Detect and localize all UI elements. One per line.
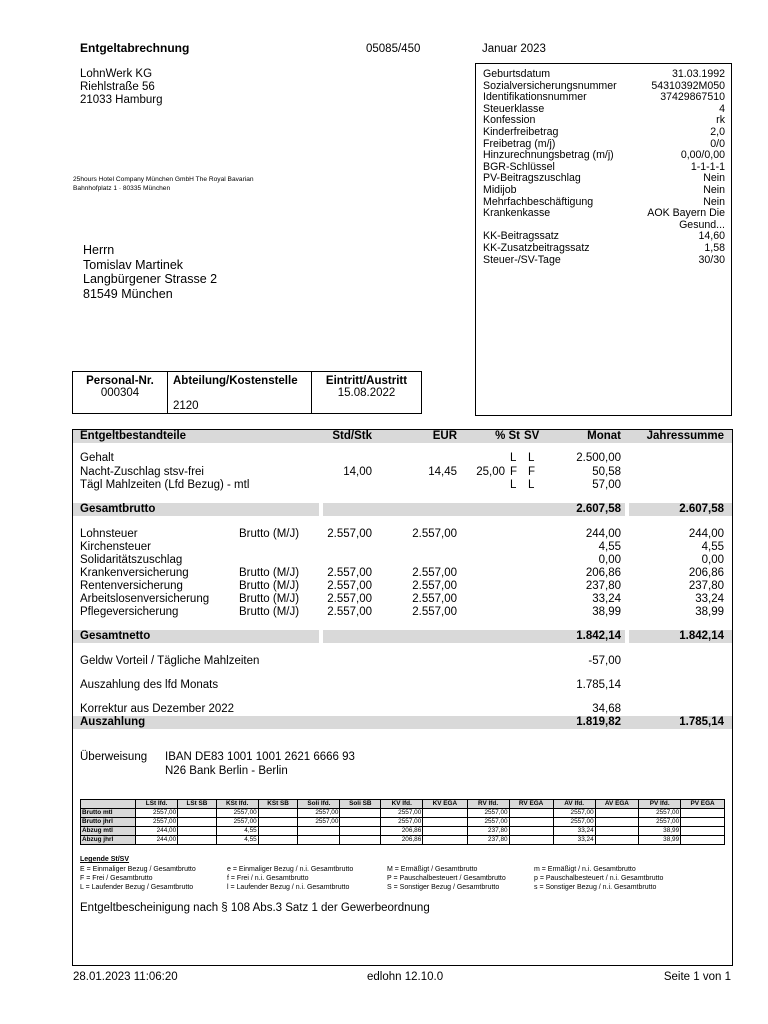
earning-sv: F [528,466,536,478]
department-label: Abteilung/Kostenstelle [173,375,298,387]
deduction-jahr: 4,55 [701,541,724,553]
employer-address [80,68,162,107]
info-row [483,173,725,185]
sv-table-cell: 2557,00 [381,809,423,818]
sv-table-cell [595,818,639,827]
info-row [483,208,725,220]
sv-table-cell [258,836,298,845]
legend-entry: S = Sonstiger Bezug / Gesamtbrutto [387,884,500,891]
info-label: Freibetrag (m/j) [483,137,556,150]
entry-exit-value: 15.08.2022 [337,387,396,399]
sv-table-cell [595,827,639,836]
sv-table-cell [595,836,639,845]
info-label: KK-Beitragssatz [483,230,559,243]
info-value: 2,0 [710,125,725,138]
sv-table-row [81,809,725,818]
sv-table-cell [509,818,553,827]
document-number: 05085/450 [366,43,421,55]
sv-table-cell [423,827,467,836]
auszahlung-jahr: 1.785,14 [679,716,724,728]
sv-summary-table [80,799,725,845]
sv-table-header: LSt SB [178,800,217,809]
auszahlung-monat: 1.819,82 [576,716,621,728]
info-value: 4 [719,102,725,115]
sv-table-cell [509,809,553,818]
earning-monat: 57,00 [592,479,621,491]
sv-table-cell: 2557,00 [136,809,178,818]
sv-table-row-label: Abzug jhrl [81,836,136,845]
earning-name: Nacht-Zuschlag stsv-frei [80,466,204,478]
sv-table-cell: 38,99 [639,836,681,845]
deduction-basis-m: 2.557,00 [327,580,372,592]
deduction-name: Pflegeversicherung [80,606,179,618]
sv-table-cell: 206,86 [381,836,423,845]
sv-table-row [81,818,725,827]
sv-table-cell [340,818,381,827]
info-value: 0,00/0,00 [680,149,725,162]
sv-table-cell [509,836,553,845]
info-value: 54310392M050 [651,79,725,92]
sv-table-header: Soli SB [340,800,381,809]
sv-table-cell: 2557,00 [639,809,681,818]
earning-pct: 25,00 [476,466,505,478]
info-label: Identifikationsnummer [483,91,587,104]
earning-st: L [510,479,517,491]
sender-line-2: Bahnhofplatz 1 · 80335 München [73,185,171,192]
sv-table-cell [340,809,381,818]
info-label: PV-Beitragszuschlag [483,172,581,185]
sv-table-cell: 33,24 [553,827,595,836]
sv-table-header: PV EGA [681,800,725,809]
deduction-monat: 206,86 [585,567,621,579]
info-value: AOK Bayern Die [647,207,725,220]
col-std: Std/Stk [332,430,372,442]
earning-monat: 2.500,00 [576,452,621,464]
department-value: 2120 [173,400,199,412]
deduction-basis-j: 2.557,00 [412,606,457,618]
deduction-basis-j: 2.557,00 [412,580,457,592]
sv-table-cell [178,818,217,827]
info-value: Nein [703,183,725,196]
sv-table-cell [423,809,467,818]
sv-table-cell: 2557,00 [639,818,681,827]
sv-table-cell: 2557,00 [216,818,258,827]
info-value: Nein [703,172,725,185]
sv-table-cell [178,809,217,818]
earning-name: Tägl Mahlzeiten (Lfd Bezug) - mtl [80,479,250,491]
deduction-monat: 0,00 [598,554,621,566]
gesamtbrutto-label: Gesamtbrutto [80,503,156,515]
personal-number-label: Personal-Nr. [86,375,154,387]
sv-table-cell: 2557,00 [467,818,509,827]
sv-table-cell: 4,55 [216,836,258,845]
sv-table-cell [258,809,298,818]
legend-entry: F = Frei / Gesamtbrutto [80,875,153,882]
deduction-monat: 237,80 [585,580,621,592]
legend-entry: m = Ermäßigt / n.i. Gesamtbrutto [534,866,636,873]
info-value: 14,60 [698,230,725,243]
info-label: Krankenkasse [483,207,551,220]
personal-number-value: 000304 [100,387,140,399]
vorteil-monat: -57,00 [588,655,621,667]
sv-table-cell [298,836,340,845]
legend-entry: M = Ermäßigt / Gesamtbrutto [387,866,478,873]
sv-table-row-label: Abzug mtl [81,827,136,836]
info-label: Mehrfachbeschäftigung [483,195,594,208]
deduction-basis-m: 2.557,00 [327,593,372,605]
col-jahr: Jahressumme [646,430,724,442]
info-row [483,150,725,162]
sv-table-cell [681,809,725,818]
info-row [483,255,725,267]
legend-entry: f = Frei / n.i. Gesamtbrutto [227,875,309,882]
info-row [483,243,725,255]
col-monat: Monat [587,430,621,442]
footer-page: Seite 1 von 1 [663,971,731,983]
earning-st: L [510,452,517,464]
earning-name: Gehalt [80,452,114,464]
sv-table-cell: 2557,00 [553,809,595,818]
sv-table-cell: 2557,00 [136,818,178,827]
info-label: Kinderfreibetrag [483,125,559,138]
info-value: rk [716,114,725,127]
vorteil-label: Geldw Vorteil / Tägliche Mahlzeiten [80,655,260,667]
transfer-iban: IBAN DE83 1001 1001 2621 6666 93 [165,751,355,763]
deduction-basis-m: 2.557,00 [327,606,372,618]
sv-table-header: KSt SB [258,800,298,809]
legend-title: Legende St/SV [80,856,130,863]
sv-table-header: KV lfd. [381,800,423,809]
recipient-salutation: Herrn [83,243,115,257]
sv-table-header [81,800,136,809]
deduction-basis-j: 2.557,00 [412,528,457,540]
sv-table-cell [340,827,381,836]
earning-st: F [510,466,518,478]
deduction-name: Kirchensteuer [80,541,151,553]
deduction-basis-j: 2.557,00 [412,567,457,579]
info-label: KK-Zusatzbeitragssatz [483,241,590,254]
sv-table-cell [681,836,725,845]
legend-entry: l = Laufender Bezug / n.i. Gesamtbrutto [227,884,350,891]
sv-table-cell [258,827,298,836]
deduction-basis: Brutto (M/J) [239,606,300,618]
auszahlung-lfd-monat: 1.785,14 [576,679,621,691]
sv-table-cell [423,818,467,827]
earning-std: 14,00 [343,466,372,478]
sv-table-cell: 33,24 [553,836,595,845]
info-row [483,69,725,81]
legend-entry: L = Laufender Bezug / Gesamtbrutto [80,884,194,891]
gesamtbrutto-monat: 2.607,58 [576,503,621,515]
deduction-name: Krankenversicherung [80,567,189,579]
sv-table-row-label: Brutto mtl [81,809,136,818]
info-label: Sozialversicherungsnummer [483,79,617,92]
recipient-city: 81549 München [83,286,173,301]
korrektur-monat: 34,68 [592,703,621,715]
deduction-jahr: 206,86 [688,567,724,579]
deduction-basis: Brutto (M/J) [239,567,300,579]
sv-table-cell: 2557,00 [216,809,258,818]
gesamtnetto-jahr: 1.842,14 [679,630,724,642]
deduction-jahr: 237,80 [688,580,724,592]
sv-table-cell [509,827,553,836]
info-label: Geburtsdatum [483,68,551,80]
personal-number-cell [73,372,168,413]
legend-entry: p = Pauschalbesteuert / n.i. Gesamtbrutto [534,875,664,882]
sv-table-cell [595,809,639,818]
sv-table-cell: 2557,00 [298,818,340,827]
sv-table-header: AV lfd. [553,800,595,809]
employer-street: Riehlstraße 56 [80,81,155,93]
recipient-street: Langbürgener Strasse 2 [83,272,218,286]
earning-sv: L [528,479,535,491]
personal-box [72,371,422,414]
info-value: Gesund... [679,218,725,231]
info-value: 1,58 [704,241,725,254]
department-cell [168,372,312,413]
sv-table-cell [340,836,381,845]
deduction-monat: 244,00 [585,528,621,540]
earning-monat: 50,58 [592,466,621,478]
deduction-basis: Brutto (M/J) [239,528,300,540]
employer-city: 21033 Hamburg [80,94,163,106]
sv-table-header: Soli lfd. [298,800,340,809]
info-label: BGR-Schlüssel [483,160,555,173]
sender-line [73,175,254,193]
info-row [483,127,725,139]
sv-table-header: RV EGA [509,800,553,809]
earning-sv: L [528,452,535,464]
sv-table-cell [298,827,340,836]
info-label: Midijob [483,183,517,196]
entry-exit-label: Eintritt/Austritt [325,375,408,387]
sv-table-cell: 2557,00 [467,809,509,818]
auszahlung-lfd-label: Auszahlung des lfd Monats [80,679,219,691]
info-value: 37429867510 [660,91,725,104]
gesamtnetto-monat: 1.842,14 [576,630,621,642]
legend-entry: P = Pauschalbesteuert / Gesamtbrutto [387,875,506,882]
transfer-label: Überweisung [80,751,148,763]
employee-info-list [483,69,725,266]
sv-table-header: KSt lfd. [216,800,258,809]
gesamtbrutto-jahr: 2.607,58 [679,503,724,515]
document-title: Entgeltabrechnung [80,41,190,55]
col-sv: SV [524,430,540,442]
deduction-name: Rentenversicherung [80,580,183,592]
sv-table-cell: 237,80 [467,827,509,836]
entry-exit-cell [312,372,421,413]
certificate-note: Entgeltbescheinigung nach § 108 Abs.3 Satz 1 der Gewerbeordnung [80,902,430,914]
sv-table-header: LSt lfd. [136,800,178,809]
info-label: Steuer-/SV-Tage [483,253,561,266]
sv-table-cell: 244,00 [136,836,178,845]
sv-table-cell [681,818,725,827]
employee-info-box [475,63,732,416]
sv-table-header: RV lfd. [467,800,509,809]
sv-table-cell [178,827,217,836]
deduction-monat: 38,99 [592,606,621,618]
info-value: 31.03.1992 [671,68,725,80]
info-value: Nein [703,195,725,208]
sv-table-cell: 2557,00 [553,818,595,827]
legend-entry: e = Einmaliger Bezug / n.i. Gesamtbrutto [227,866,354,873]
deduction-monat: 4,55 [598,541,621,553]
sv-table-cell: 206,86 [381,827,423,836]
info-label: Steuerklasse [483,102,545,115]
deduction-name: Solidaritätszuschlag [80,554,183,566]
col-pct-st: % St [495,430,520,442]
sv-table-header: AV EGA [595,800,639,809]
col-eur: EUR [432,430,457,442]
deduction-jahr: 0,00 [701,554,724,566]
deduction-basis: Brutto (M/J) [239,593,300,605]
sv-table-cell: 2557,00 [298,809,340,818]
legend-entry: E = Einmaliger Bezug / Gesamtbrutto [80,866,196,873]
korrektur-label: Korrektur aus Dezember 2022 [80,703,235,715]
sv-table-cell: 4,55 [216,827,258,836]
info-row [483,185,725,197]
sv-table-row [81,827,725,836]
info-value: 0/0 [710,137,725,150]
auszahlung-label: Auszahlung [80,716,146,728]
deduction-name: Arbeitslosenversicherung [80,593,210,605]
deduction-jahr: 244,00 [688,528,724,540]
deduction-name: Lohnsteuer [80,528,138,540]
deduction-basis-m: 2.557,00 [327,528,372,540]
sv-table-row [81,836,725,845]
sv-table-cell: 244,00 [136,827,178,836]
sv-table-cell: 2557,00 [381,818,423,827]
sv-table-header: KV EGA [423,800,467,809]
sv-table-cell [258,818,298,827]
sv-table-cell [681,827,725,836]
deduction-jahr: 33,24 [695,593,724,605]
deduction-jahr: 38,99 [695,606,724,618]
info-value: 30/30 [698,253,725,266]
sv-table-row-label: Brutto jhrl [81,818,136,827]
info-label: Hinzurechnungsbetrag (m/j) [483,149,614,162]
col-entgelt: Entgeltbestandteile [80,430,187,442]
sv-table-cell [423,836,467,845]
employer-name: LohnWerk KG [80,68,153,80]
earning-eur: 14,45 [428,466,457,478]
deduction-basis-m: 2.557,00 [327,567,372,579]
sv-table-cell [178,836,217,845]
sv-table-header-row [81,800,725,809]
footer-software: edlohn 12.10.0 [367,971,444,983]
deduction-basis-j: 2.557,00 [412,593,457,605]
info-label: Konfession [483,114,536,127]
sv-table-header: PV lfd. [639,800,681,809]
recipient-address [83,243,217,301]
footer-datetime: 28.01.2023 11:06:20 [73,971,178,983]
deduction-monat: 33,24 [592,593,621,605]
document-period: Januar 2023 [482,43,546,55]
sv-table-cell: 38,99 [639,827,681,836]
deduction-basis: Brutto (M/J) [239,580,300,592]
info-value: 1-1-1-1 [690,160,725,173]
legend-entry: s = Sonstiger Bezug / n.i. Gesamtbrutto [534,884,657,891]
gesamtnetto-label: Gesamtnetto [80,630,151,642]
sv-table-cell: 237,80 [467,836,509,845]
recipient-name: Tomislav Martinek [83,257,184,272]
sender-line-1: 25hours Hotel Company München GmbH The Royal Bavarian [73,176,254,183]
transfer-bank: N26 Bank Berlin - Berlin [165,765,288,777]
